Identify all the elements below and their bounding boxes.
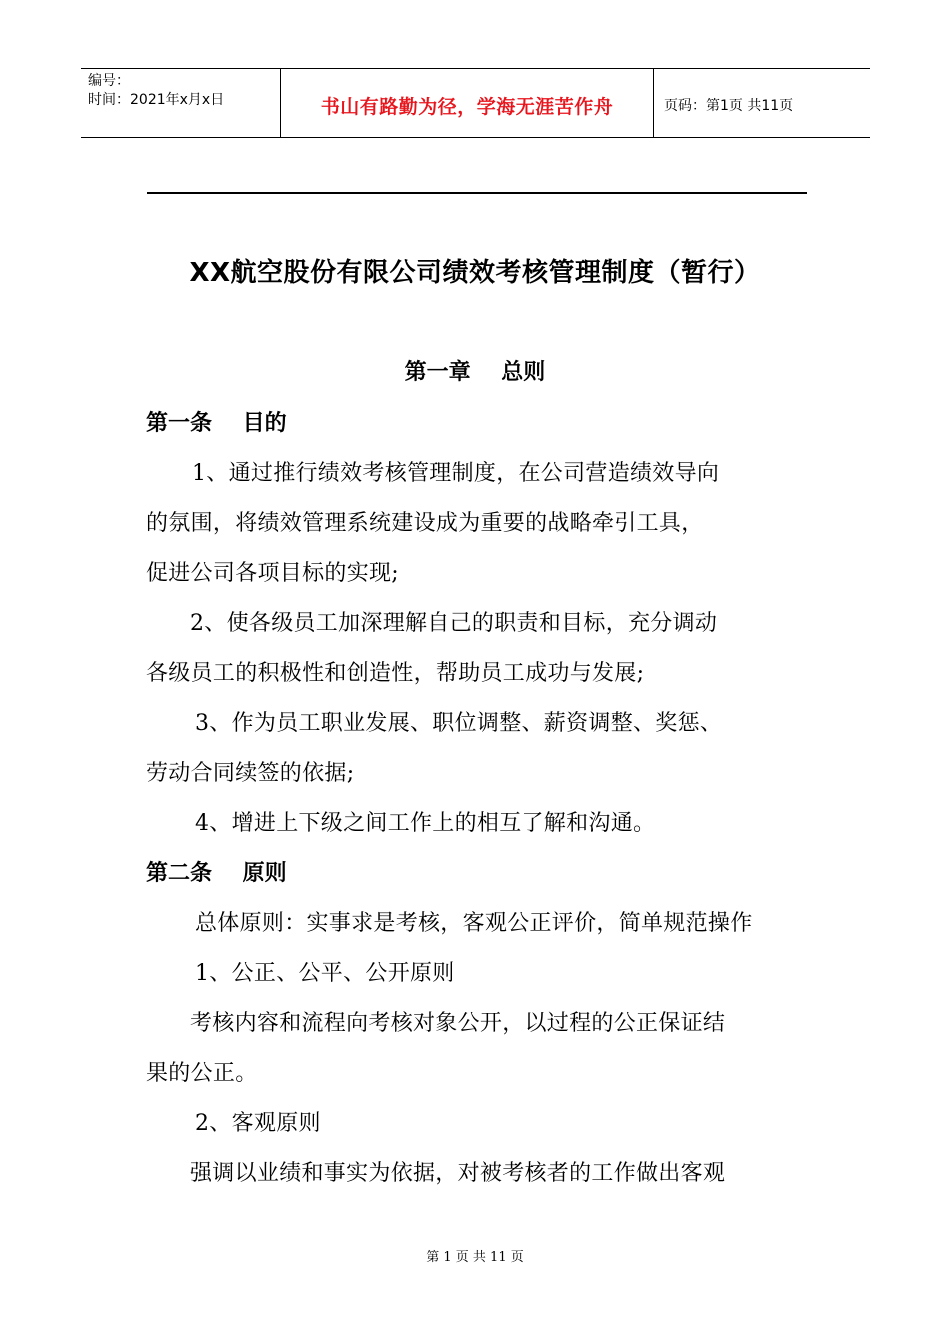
article-2-line: 考核内容和流程向考核对象公开，以过程的公正保证结 — [190, 1011, 726, 1036]
article-1-line: 的氛围，将绩效管理系统建设成为重要的战略牵引工具， — [146, 511, 704, 536]
article-2-line: 2、客观原则 — [195, 1111, 321, 1136]
article-1-line: 1、通过推行绩效考核管理制度，在公司营造绩效导向 — [192, 461, 720, 486]
article-2-line: 1、公正、公平、公开原则 — [195, 961, 455, 986]
article-1-heading: 第一条 目的 — [146, 411, 287, 436]
article-2-line: 强调以业绩和事实为依据，对被考核者的工作做出客观 — [190, 1161, 726, 1186]
article-1-line: 各级员工的积极性和创造性，帮助员工成功与发展; — [146, 661, 645, 686]
title-divider — [147, 192, 807, 194]
article-1-line: 促进公司各项目标的实现; — [146, 561, 400, 586]
chapter-heading-text: 第一章 总则 — [404, 360, 546, 385]
chapter-heading — [0, 355, 950, 386]
article-1-line: 2、使各级员工加深理解自己的职责和目标，充分调动 — [190, 611, 718, 636]
article-2-line: 果的公正。 — [146, 1061, 258, 1086]
header-meta — [81, 69, 281, 137]
article-2-line: 总体原则：实事求是考核，客观公正评价，简单规范操作 — [195, 911, 753, 936]
header-page-info: 页码：第1页 共11页 — [664, 98, 794, 114]
page-footer: 第 1 页 共 11 页 — [426, 1250, 524, 1265]
article-1-line: 4、增进上下级之间工作上的相互了解和沟通。 — [195, 811, 656, 836]
article-1-line: 3、作为员工职业发展、职位调整、薪资调整、奖惩、 — [195, 711, 723, 736]
article-2-heading: 第二条 原则 — [146, 861, 287, 886]
document-time: 时间：2021年x月x日 — [88, 92, 225, 108]
header-motto: 书山有路勤为径，学海无涯苦作舟 — [281, 69, 654, 137]
article-1-line: 劳动合同续签的依据; — [146, 761, 355, 786]
page-header — [81, 68, 870, 138]
document-title: XX航空股份有限公司绩效考核管理制度（暂行） — [189, 258, 761, 288]
document-number-label: 编号： — [88, 73, 130, 89]
